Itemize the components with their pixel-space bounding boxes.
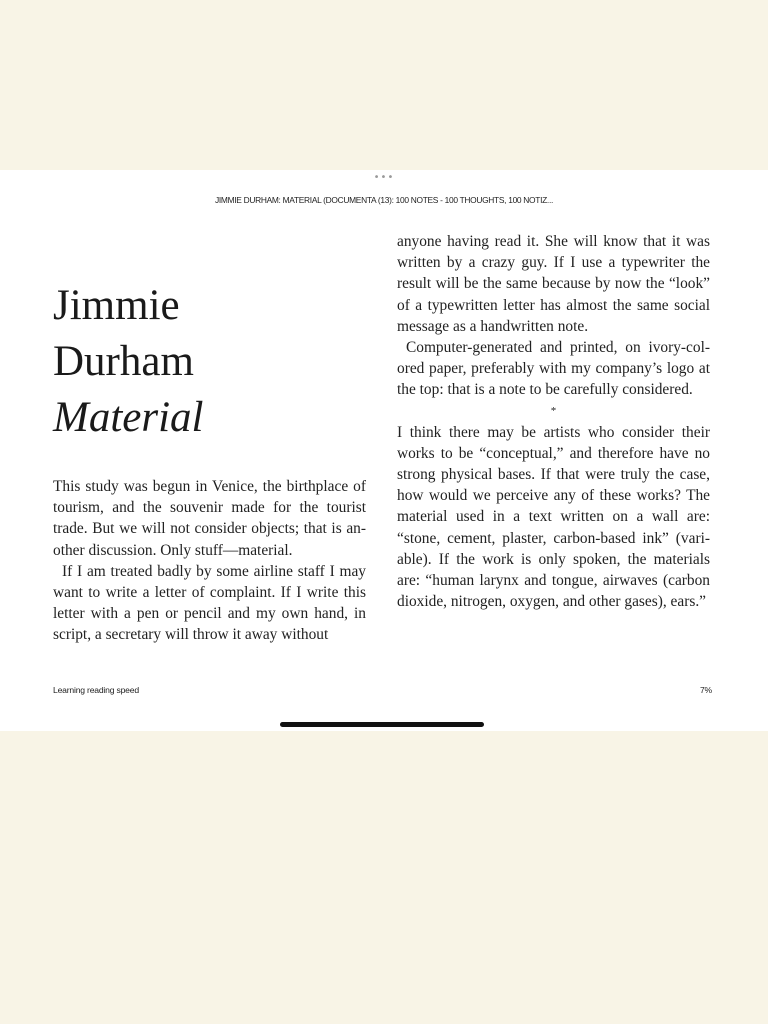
reader-page[interactable] bbox=[0, 170, 768, 731]
reading-progress: 7% bbox=[699, 685, 712, 695]
author-last-name: Durham bbox=[53, 338, 194, 385]
chapter-title bbox=[53, 278, 203, 446]
paragraph: anyone having read it. She will know that it was written by a crazy guy. If I use a typewriter the result will be the same because by now the “look” of a typewritten letter has almost the same social message as a handwritten note. bbox=[397, 233, 710, 335]
home-indicator[interactable] bbox=[280, 722, 484, 727]
paragraph: This study was begun in Venice, the birthplace of tourism, and the souvenir made for the tourist trade. But we will not consider objects; that is another discussion. Only stuff—material. bbox=[53, 478, 366, 559]
author-first-name: Jimmie bbox=[53, 282, 180, 329]
book-title-header[interactable]: JIMMIE DURHAM: MATERIAL (DOCUMENTA (13): 100 NOTES - 100 THOUGHTS, 100 NOTIZ... bbox=[214, 195, 554, 205]
paragraph: Computer-generated and printed, on ivory-colored paper, preferably with my company’s logo at the top: that is a note to be carefully considered. bbox=[397, 339, 710, 399]
paragraph: If I am treated badly by some airline staff I may want to write a letter of complaint. If I write this letter with a pen or pencil and my own hand, in script, a secretary will throw it away without bbox=[53, 562, 366, 644]
section-separator: * bbox=[550, 404, 557, 417]
reading-speed-status: Learning reading speed bbox=[53, 685, 139, 695]
more-options-handle[interactable]: ••• bbox=[373, 172, 395, 183]
paragraph: I think there may be artists who consider their works to be “conceptual,” and therefore have no strong physical bases. If that were truly the case, how would we perceive any of these works? The material used in a text written on a wall are: “stone, cement, plaster, carbon-based ink” (variable). If the work is only spoken, the materials are: “human larynx and tongue, airwaves (carbon dioxide, nitrogen, oxygen, and other gases), ears.” bbox=[397, 423, 710, 611]
left-column-text bbox=[53, 476, 366, 646]
right-column-text bbox=[397, 231, 710, 612]
chapter-name: Material bbox=[53, 394, 204, 441]
